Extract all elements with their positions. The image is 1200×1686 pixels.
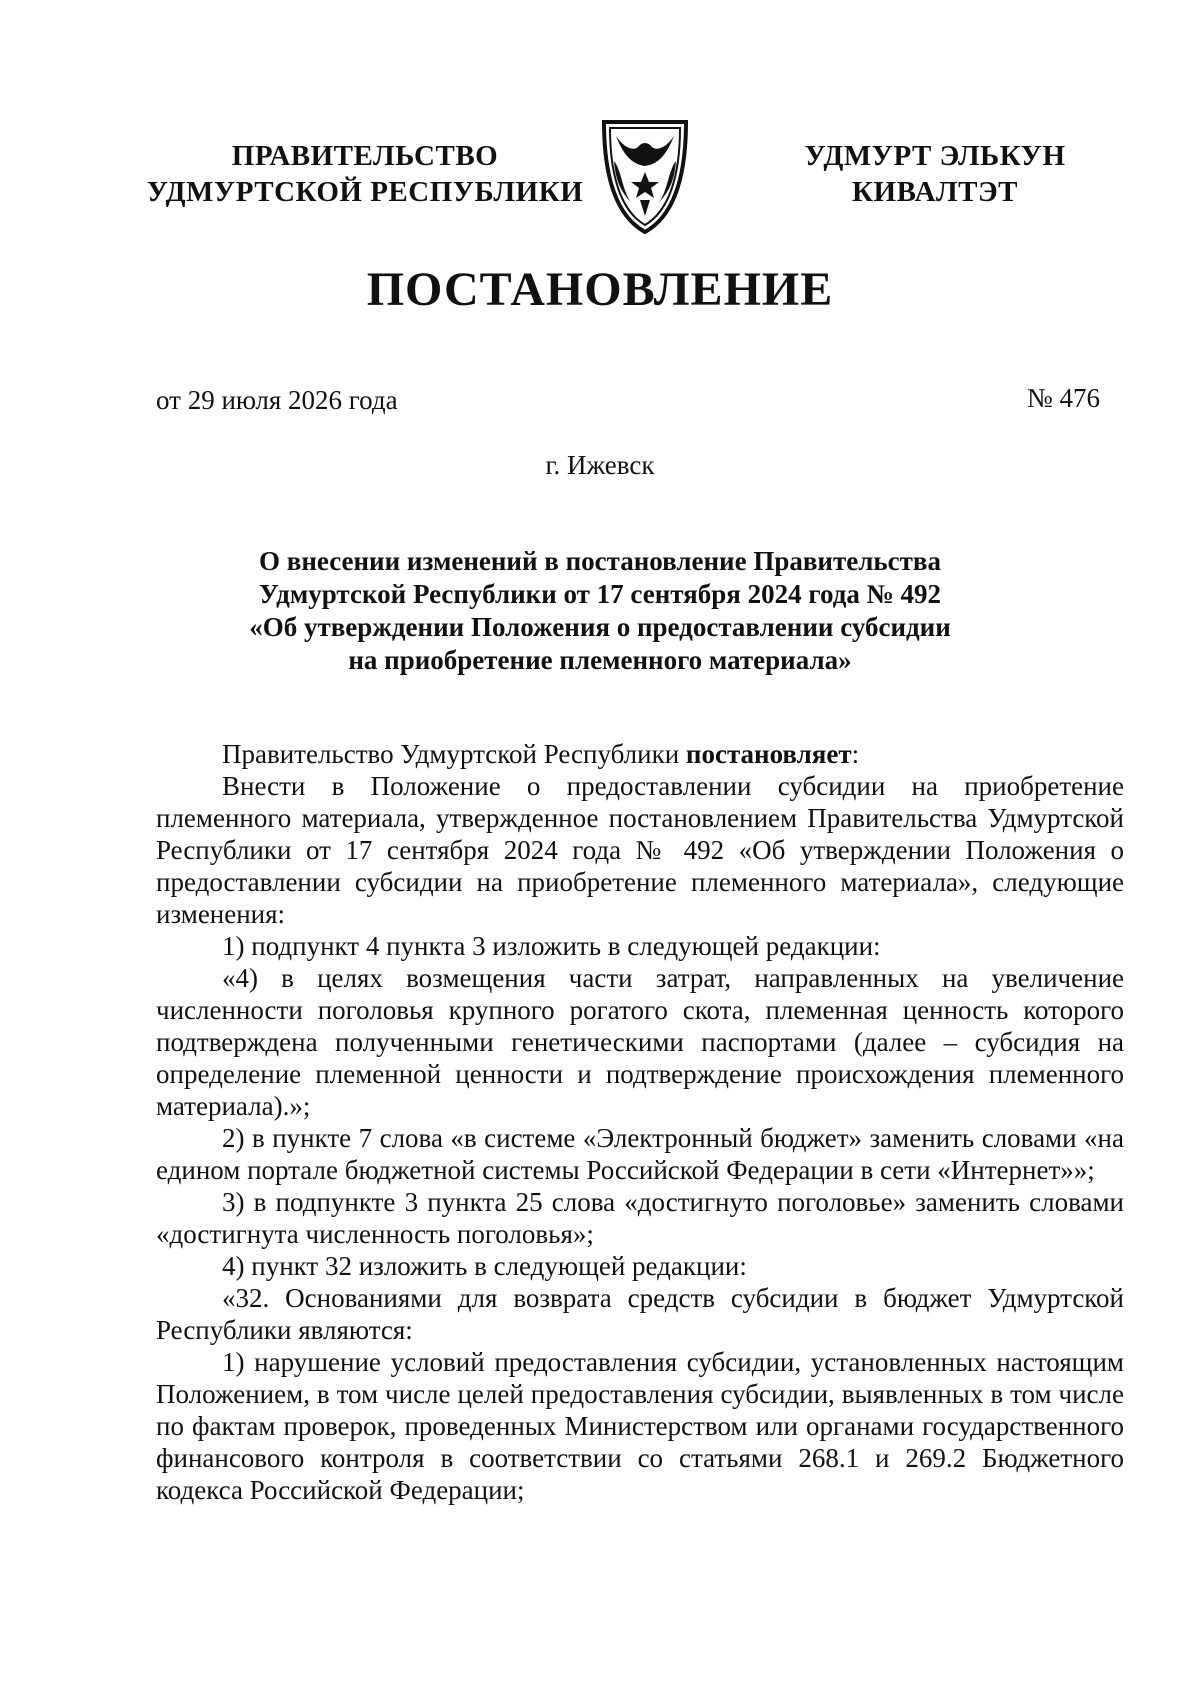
body-paragraph: Внести в Положение о предоставлении субсидии на приобретение племенного материала, утвержденное постановлением Правительства Удмуртской Республики от 17 сентября 2024 года № 492 «Об утверждении Положения о предоставлении субсидии на приобретение племенного материала», следующие изменения:	[156, 771, 1124, 929]
document-city: г. Ижевск	[545, 450, 655, 480]
government-name-ru-line2: УДМУРТСКОЙ РЕСПУБЛИКИ	[146, 176, 584, 208]
document-title-line: «Об утверждении Положения о предоставлении субсидии	[249, 612, 951, 642]
government-name-ru-line1: ПРАВИТЕЛЬСТВО	[231, 140, 499, 172]
document-type-heading: ПОСТАНОВЛЕНИЕ	[366, 263, 834, 316]
government-name-udm-line2: КИВАЛТЭТ	[851, 176, 1018, 208]
body-paragraph: 3) в подпункте 3 пункта 25 слова «достигнуто поголовье» заменить словами «достигнута численность поголовья»;	[156, 1187, 1124, 1249]
document-date: от 29 июля 2026 года	[156, 385, 398, 415]
body-paragraph: «32. Основаниями для возврата средств субсидии в бюджет Удмуртской Республики являются:	[156, 1283, 1124, 1345]
government-name-udm-line1: УДМУРТ ЭЛЬКУН	[804, 140, 1066, 172]
government-name-udm	[770, 138, 1100, 210]
body-paragraph: «4) в целях возмещения части затрат, направленных на увеличение численности поголовья крупного рогатого скота, племенная ценность которого подтверждена полученными генетическими паспортами (далее – субсидия на определение племенной ценности и подтверждение происхождения племенного материала).»;	[156, 963, 1124, 1121]
body-paragraph: 2) в пункте 7 слова «в системе «Электронный бюджет» заменить словами «на едином портале бюджетной системы Российской Федерации в сети «Интернет»»;	[156, 1123, 1124, 1185]
document-body	[156, 738, 1124, 1506]
udmurt-coat-of-arms-icon	[596, 116, 694, 236]
government-name-ru	[130, 138, 600, 210]
document-title-line: О внесении изменений в постановление Правительства	[259, 546, 941, 576]
intro-paragraph	[156, 738, 1124, 770]
intro-colon: :	[851, 739, 860, 769]
body-paragraph: 1) нарушение условий предоставления субсидии, установленных настоящим Положением, в том числе целей предоставления субсидии, выявленных в том числе по фактам проверок, проведенных Министерством или органами государственного финансового контроля в соответствии со статьями 268.1 и 269.2 Бюджетного кодекса Российской Федерации;	[156, 1347, 1124, 1505]
document-title-line: Удмуртской Республики от 17 сентября 2024 года № 492	[258, 579, 942, 609]
intro-text: Правительство Удмуртской Республики	[222, 739, 686, 769]
body-paragraph: 1) подпункт 4 пункта 3 изложить в следующей редакции:	[222, 931, 881, 961]
document-title-line: на приобретение племенного материала»	[348, 645, 852, 675]
intro-decision-word: постановляет	[685, 739, 852, 769]
document-number: № 476	[1026, 383, 1100, 413]
body-paragraph: 4) пункт 32 изложить в следующей редакции:	[222, 1251, 747, 1281]
document-title	[160, 545, 1040, 677]
